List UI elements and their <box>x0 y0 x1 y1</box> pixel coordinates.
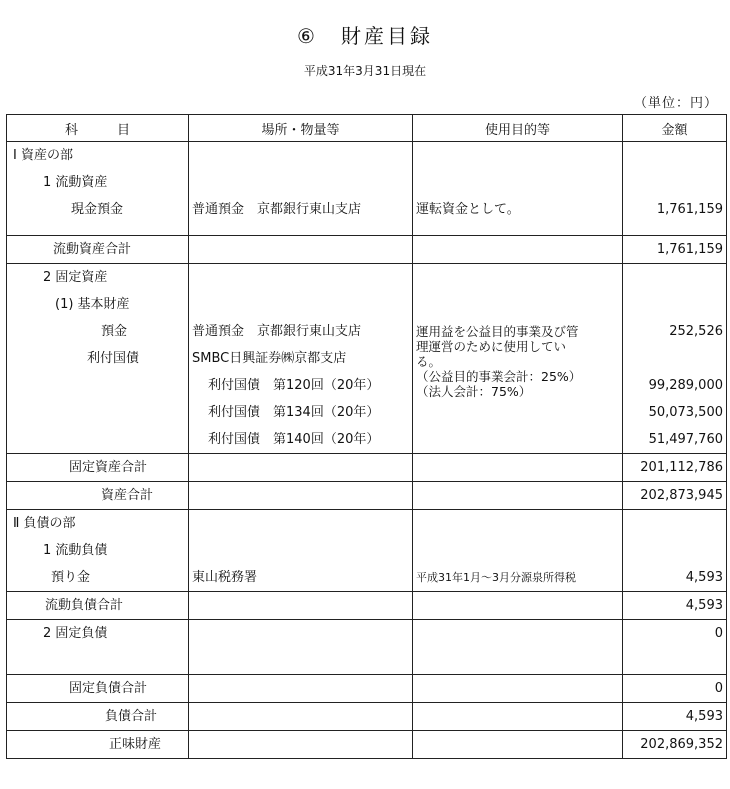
bond-name: 利付国債 第140回（20年） <box>208 432 380 447</box>
fixed-assets-total-label: 固定資産合計 <box>69 460 148 475</box>
assets-total-row <box>7 482 727 510</box>
net-assets-row <box>7 731 727 759</box>
deposit-location: 普通預金 京都銀行東山支店 <box>192 324 362 339</box>
tax-office-location: 東山税務署 <box>192 570 258 585</box>
bond-amount: 50,073,500 <box>648 405 723 420</box>
table-header-row <box>7 115 727 142</box>
net-assets-label: 正味財産 <box>109 737 162 752</box>
basic-property-label: (1) 基本財産 <box>55 297 130 312</box>
current-liabilities-label: 1 流動負債 <box>43 543 108 558</box>
col-header-amount: 金額 <box>623 115 727 142</box>
liabilities-section-label: Ⅱ 負債の部 <box>13 516 76 531</box>
purpose-line: （法人会計：75%） <box>416 384 532 399</box>
report-date: 平成31年3月31日現在 <box>303 64 427 78</box>
unit-label: （単位：円） <box>633 96 718 111</box>
cash-deposit-purpose: 運転資金として。 <box>416 202 520 217</box>
net-assets-total: 202,869,352 <box>640 737 723 752</box>
current-assets-label: 1 流動資産 <box>43 175 108 190</box>
purpose-line: る。 <box>416 354 442 369</box>
fixed-liabilities-label: 2 固定負債 <box>43 626 108 641</box>
current-assets-total: 1,761,159 <box>656 242 723 257</box>
purpose-line: 理運営のために使用してい <box>416 339 567 354</box>
bond-amount: 51,497,760 <box>648 432 723 447</box>
bond-location: SMBC日興証券㈱京都支店 <box>192 351 347 366</box>
cash-deposit-location: 普通預金 京都銀行東山支店 <box>192 202 362 217</box>
fixed-liabilities-total-label: 固定負債合計 <box>69 681 148 696</box>
bond-label: 利付国債 <box>87 351 140 366</box>
fixed-assets-total: 201,112,786 <box>640 460 723 475</box>
deposit-label: 預金 <box>101 324 128 339</box>
bond-name: 利付国債 第120回（20年） <box>208 378 380 393</box>
deposits-received-label: 預り金 <box>51 570 91 585</box>
assets-total: 202,873,945 <box>640 488 723 503</box>
fixed-assets-block <box>7 264 727 454</box>
deposits-received-amount: 4,593 <box>685 570 723 585</box>
current-assets-total-row <box>7 236 727 264</box>
current-liabilities-block <box>7 510 727 592</box>
col-header-account: 科 目 <box>7 115 189 142</box>
fixed-assets-total-row <box>7 454 727 482</box>
col-header-location: 場所・物量等 <box>189 115 413 142</box>
liabilities-total-row <box>7 703 727 731</box>
bond-name: 利付国債 第134回（20年） <box>208 405 380 420</box>
current-liabilities-total: 4,593 <box>685 598 723 613</box>
col-header-purpose: 使用目的等 <box>413 115 623 142</box>
deposit-amount: 252,526 <box>669 324 723 339</box>
purpose-line: （公益目的事業会計：25%） <box>416 369 582 384</box>
cash-deposit-amount: 1,761,159 <box>656 202 723 217</box>
bond-amount: 99,289,000 <box>648 378 723 393</box>
current-assets-block <box>7 142 727 236</box>
fixed-liabilities-total-row <box>7 675 727 703</box>
liabilities-total-label: 負債合計 <box>105 709 158 724</box>
page-title: ⑥ 財産目録 <box>297 24 433 48</box>
current-assets-total-label: 流動資産合計 <box>53 242 132 257</box>
liabilities-total: 4,593 <box>685 709 723 724</box>
fixed-liabilities-amount: 0 <box>714 626 723 641</box>
fixed-liabilities-total: 0 <box>714 681 723 696</box>
purpose-line: 運用益を公益目的事業及び管 <box>416 324 579 339</box>
withholding-tax-purpose: 平成31年1月～3月分源泉所得税 <box>416 571 576 584</box>
cash-deposit-label: 現金預金 <box>71 202 124 217</box>
current-liabilities-total-label: 流動負債合計 <box>45 598 124 613</box>
fixed-liabilities-block <box>7 620 727 675</box>
assets-section-label: Ⅰ 資産の部 <box>13 148 73 163</box>
current-liabilities-total-row <box>7 592 727 620</box>
inventory-table <box>6 114 727 759</box>
fixed-assets-label: 2 固定資産 <box>43 270 108 285</box>
assets-total-label: 資産合計 <box>101 488 154 503</box>
